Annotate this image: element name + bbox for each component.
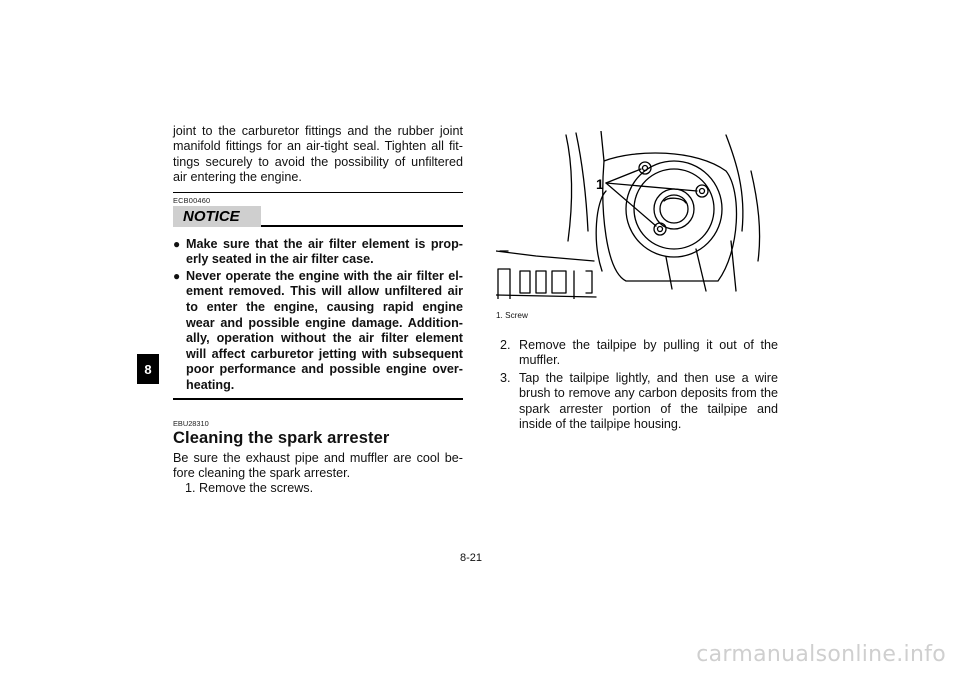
step-1: 1. Remove the screws. [185,481,314,496]
step-text: Tap the tailpipe lightly, and then use a wire brush to remove any carbon deposits from the spark arrester portion of the tailpipe and inside of the tailpipe housing. [519,370,778,432]
step-number: 2. [500,338,511,352]
page-number: 8-21 [460,552,483,564]
chapter-tab-label: 8 [144,361,152,377]
bullet-icon: ● [173,236,181,251]
muffler-drawing [496,131,766,299]
chapter-tab [137,354,159,384]
notice-item-text: Never operate the engine with the air filter el-ement removed. This will allow unfiltered air to enter the engine, causing rapid engine wear and possible engine damage. Addition-ally, operation without the air filter element will affect carburetor jetting with subsequent poor performance and possible engine over-heating. [186,268,463,392]
notice-badge: NOTICE [173,206,261,227]
muffler-illustration [496,131,766,299]
step-3 [500,371,778,433]
notice-code: ECB00460 [173,195,211,205]
step-2 [500,338,778,369]
section-title: Cleaning the spark arrester [173,428,390,447]
section-code: EBU28310 [173,418,209,428]
notice-item-text: Make sure that the air filter element is prop-erly seated in the air filter case. [186,236,463,267]
notice-item [173,269,463,394]
notice-header-line [261,225,463,227]
watermark: carmanualsonline.info [696,642,946,667]
notice-list [173,237,463,394]
section-intro: Be sure the exhaust pipe and muffler are cool be-fore cleaning the spark arrester. [173,450,463,480]
figure-caption: 1. Screw [496,311,528,320]
callout-number: 1 [596,176,604,192]
left-column [173,124,463,497]
step-number: 3. [500,370,511,385]
notice-item [173,237,463,268]
bullet-icon: ● [173,268,181,283]
notice-bottom-rule [173,398,463,400]
step-text: Remove the tailpipe by pulling it out of the muffler. [519,338,778,368]
notice-header [173,206,463,228]
right-steps [500,338,778,434]
intro-paragraph: joint to the carburetor fittings and the rubber joint manifold fittings for an air-tight seal. Tighten all fit-tings securely to avoid the possibility of unfiltered air entering the engine. [173,124,463,185]
notice-top-rule [173,192,463,193]
